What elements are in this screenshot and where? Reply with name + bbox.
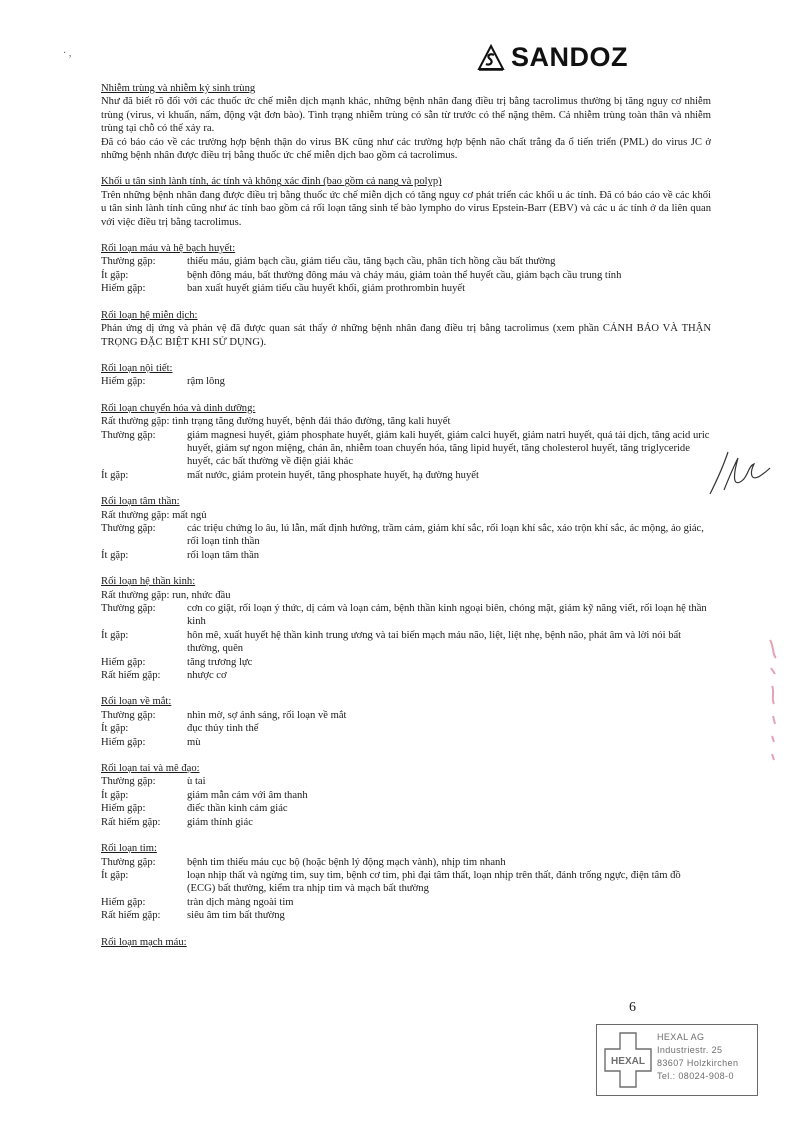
- frequency-row: [101, 589, 711, 602]
- frequency-inline: [101, 589, 711, 602]
- frequency-label: Ít gặp:: [101, 629, 129, 641]
- frequency-row: [101, 802, 711, 815]
- frequency-label: Thường gặp:: [101, 256, 156, 268]
- frequency-row: [101, 909, 711, 922]
- frequency-label: Thường gặp:: [101, 856, 156, 868]
- frequency-label: Ít gặp:: [101, 269, 129, 281]
- section-heading: Rối loạn tim:: [101, 843, 157, 855]
- frequency-row: [101, 709, 711, 722]
- frequency-row: [101, 656, 711, 669]
- frequency-text: loạn nhịp thất và ngừng tim, suy tim, bệnh cơ tim, phì đại tâm thất, loạn nhịp trên thất, đánh trống ngực, điện tâm đồ (ECG) bất thường, kiểm tra nhịp tim và mạch bất thường: [187, 869, 681, 895]
- section: [101, 495, 711, 562]
- sandoz-logo-icon: [477, 44, 505, 72]
- frequency-label: Hiếm gặp:: [101, 283, 146, 295]
- frequency-row: [101, 415, 711, 428]
- section-heading: Rối loạn về mắt:: [101, 696, 172, 708]
- section: [101, 575, 711, 682]
- paragraph: Như đã biết rõ đối với các thuốc ức chế miễn dịch mạnh khác, những bệnh nhân đang điều trị bằng tacrolimus thường bị tăng nguy cơ nhiễm trùng (virus, vi khuẩn, nấm, động vật đơn bào). Tình trạng nhiễm trùng có sẵn từ trước có thể nặng thêm. Cả nhiễm trùng toàn thân và nhiễm trùng tại chỗ có thể xảy ra.: [101, 96, 711, 135]
- paragraph: Phản ứng dị ứng và phản vệ đã được quan sát thấy ở những bệnh nhân đang điều trị bằng tacrolimus (xem phần CẢNH BÁO VÀ THẬN TRỌNG ĐẶC BIỆT KHI SỬ DỤNG).: [101, 323, 711, 348]
- frequency-row: [101, 282, 711, 295]
- frequency-text: giảm thính giác: [187, 816, 253, 828]
- section-heading: Rối loạn hệ miễn dịch:: [101, 309, 198, 321]
- handwritten-signature: [704, 442, 774, 505]
- section-heading: Rối loạn nội tiết:: [101, 362, 173, 374]
- section: [101, 309, 711, 349]
- frequency-label: Rất hiếm gặp:: [101, 816, 161, 828]
- frequency-text: nhược cơ: [187, 670, 227, 682]
- frequency-text: ban xuất huyết giảm tiểu cầu huyết khối, giảm prothrombin huyết: [187, 283, 466, 295]
- frequency-row: [101, 669, 711, 682]
- frequency-row: [101, 549, 711, 562]
- frequency-row: [101, 736, 711, 749]
- frequency-row: [101, 816, 711, 829]
- frequency-row: [101, 509, 711, 522]
- frequency-text: rậm lông: [187, 376, 225, 388]
- hexal-stamp: [596, 1024, 758, 1096]
- frequency-text: siêu âm tim bất thường: [187, 910, 285, 922]
- section: [101, 695, 711, 749]
- frequency-text: thiếu máu, giảm bạch cầu, giảm tiểu cầu, tăng bạch cầu, phân tích hồng cầu bất thường: [187, 256, 556, 268]
- section-heading: Rối loạn hệ thần kinh:: [101, 576, 196, 588]
- brand-name: SANDOZ: [511, 42, 628, 72]
- stamp-line: Industriestr. 25: [657, 1045, 723, 1055]
- frequency-label: Hiếm gặp:: [101, 376, 146, 388]
- stamp-line: Tel.: 08024-908-0: [657, 1071, 734, 1081]
- frequency-label: Rất hiếm gặp:: [101, 910, 161, 922]
- frequency-row: [101, 269, 711, 282]
- frequency-label: Thường gặp:: [101, 603, 156, 614]
- section: [101, 82, 711, 162]
- frequency-label: Ít gặp:: [101, 723, 129, 735]
- section-heading: Rối loạn chuyển hóa và dinh dưỡng:: [101, 402, 256, 414]
- frequency-text: run, nhức đầu: [172, 589, 231, 601]
- paragraph: Đã có báo cáo về các trường hợp bệnh thận do virus BK cũng như các trường hợp bệnh não chất trắng đa ổ tiến triển (PML) do virus JC ở những bệnh nhân được điều trị bằng thuốc ức chế miễn dịch bao gồm cả tacrolimus.: [101, 136, 711, 162]
- frequency-label: Hiếm gặp:: [101, 656, 146, 668]
- section: [101, 175, 711, 229]
- frequency-row: [101, 722, 711, 735]
- frequency-row: [101, 789, 711, 802]
- frequency-text: các triệu chứng lo âu, lú lẫn, mất định hướng, trầm cảm, giảm khí sắc, rối loạn khí sắc, xáo trộn khí sắc, ác mộng, ảo giác, rối loạn tinh thần: [187, 522, 704, 548]
- frequency-row: [101, 255, 711, 268]
- frequency-label: Thường gặp:: [101, 429, 156, 441]
- frequency-text: giảm mẫn cảm với âm thanh: [187, 789, 308, 801]
- hexal-cross-icon: [603, 1031, 653, 1089]
- section: [101, 842, 711, 922]
- frequency-text: bệnh tim thiếu máu cục bộ (hoặc bệnh lý động mạch vành), nhịp tim nhanh: [187, 856, 506, 868]
- frequency-row: [101, 869, 711, 896]
- scan-mark: · ,: [63, 48, 72, 59]
- paragraph: Trên những bệnh nhân đang được điều trị bằng thuốc ức chế miễn dịch có tăng nguy cơ phát triển các khối u ác tính. Đã có báo cáo về các khối u tân sinh lành tính cũng như ác tính bao gồm cả rối loạn tăng sinh tế bào lympho do virus Epstein-Barr (EBV) và các u ác tính ở da liên quan với việc điều trị bằng tacrolimus.: [101, 189, 711, 228]
- section: [101, 936, 711, 949]
- frequency-label: Hiếm gặp:: [101, 803, 146, 815]
- section-heading: Nhiễm trùng và nhiễm ký sinh trùng: [101, 83, 256, 94]
- frequency-row: [101, 896, 711, 909]
- frequency-text: nhìn mờ, sợ ánh sáng, rối loạn về mắt: [187, 709, 347, 721]
- frequency-text: giảm magnesi huyết, giảm phosphate huyết, giảm kali huyết, giảm calci huyết, giảm natri huyết, quá tải dịch, tăng acid uric huyết, giảm sự ngon miệng, chán ăn, nhiễm toan chuyển hóa, tăng lipid huyết, tăng cholesterol huyết, tăng triglyceride huyết, các bất thường về điện giải khác: [187, 429, 710, 468]
- frequency-row: [101, 856, 711, 869]
- frequency-inline: [101, 415, 711, 428]
- frequency-text: mất ngủ: [172, 509, 207, 521]
- section: [101, 362, 711, 389]
- frequency-row: [101, 522, 711, 549]
- frequency-row: [101, 375, 711, 388]
- scan-edge-mark: [766, 634, 780, 764]
- frequency-text: ù tai: [187, 776, 206, 788]
- frequency-row: [101, 469, 711, 482]
- page-number: 6: [629, 1000, 636, 1015]
- frequency-label: Rất hiếm gặp:: [101, 670, 161, 682]
- frequency-text: tình trạng tăng đường huyết, bệnh đái tháo đường, tăng kali huyết: [172, 416, 451, 428]
- frequency-label: Ít gặp:: [101, 789, 129, 801]
- frequency-text: tràn dịch màng ngoài tim: [187, 896, 294, 908]
- frequency-label: Rất thường gặp:: [101, 416, 170, 428]
- frequency-label: Ít gặp:: [101, 549, 129, 561]
- frequency-row: [101, 429, 711, 469]
- sandoz-logo: [477, 42, 628, 73]
- frequency-row: [101, 602, 711, 629]
- section-heading: Rối loạn tai và mê đạo:: [101, 763, 200, 775]
- frequency-label: Thường gặp:: [101, 776, 156, 788]
- frequency-row: [101, 629, 711, 656]
- frequency-text: điếc thần kinh cảm giác: [187, 803, 288, 815]
- stamp-line: 83607 Holzkirchen: [657, 1058, 739, 1068]
- frequency-label: Rất thường gặp:: [101, 589, 170, 601]
- frequency-text: rối loạn tâm thần: [187, 549, 260, 561]
- section-heading: Rối loạn mạch máu:: [101, 936, 187, 948]
- frequency-label: Ít gặp:: [101, 469, 129, 481]
- frequency-label: Thường gặp:: [101, 522, 156, 534]
- section-heading: Rối loạn tâm thần:: [101, 496, 180, 508]
- frequency-label: Hiếm gặp:: [101, 896, 146, 908]
- document-body: [101, 82, 711, 949]
- frequency-text: cơn co giật, rối loạn ý thức, dị cảm và loạn cảm, bệnh thần kinh ngoại biên, chóng mặt, giảm kỹ năng viết, rối loạn hệ thần kinh: [187, 603, 707, 628]
- section-heading: Khối u tân sinh lành tính, ác tính và không xác định (bao gồm cả nang và polyp): [101, 176, 442, 188]
- frequency-row: [101, 775, 711, 788]
- frequency-label: Hiếm gặp:: [101, 736, 146, 748]
- frequency-inline: [101, 509, 711, 522]
- frequency-text: mù: [187, 736, 201, 748]
- frequency-text: hôn mê, xuất huyết hệ thần kinh trung ương và tai biến mạch máu não, liệt, liệt nhẹ, bệnh não, phát âm và lời nói bất thường, quên: [187, 629, 682, 655]
- frequency-text: mất nước, giảm protein huyết, tăng phosphate huyết, hạ đường huyết: [187, 469, 479, 481]
- section: [101, 762, 711, 829]
- frequency-label: Ít gặp:: [101, 869, 129, 881]
- frequency-text: tăng trương lực: [187, 656, 253, 668]
- section: [101, 242, 711, 296]
- frequency-text: bệnh đông máu, bất thường đông máu và chảy máu, giảm toàn thể huyết cầu, giảm bạch cầu trung tính: [187, 269, 622, 281]
- frequency-label: Thường gặp:: [101, 709, 156, 721]
- section-heading: Rối loạn máu và hệ bạch huyết:: [101, 243, 236, 255]
- section: [101, 402, 711, 482]
- stamp-logo-text: HEXAL: [611, 1056, 645, 1067]
- stamp-line: HEXAL AG: [657, 1032, 705, 1042]
- stamp-address: [657, 1031, 738, 1083]
- frequency-label: Rất thường gặp:: [101, 509, 170, 521]
- frequency-text: đục thủy tinh thể: [187, 723, 259, 735]
